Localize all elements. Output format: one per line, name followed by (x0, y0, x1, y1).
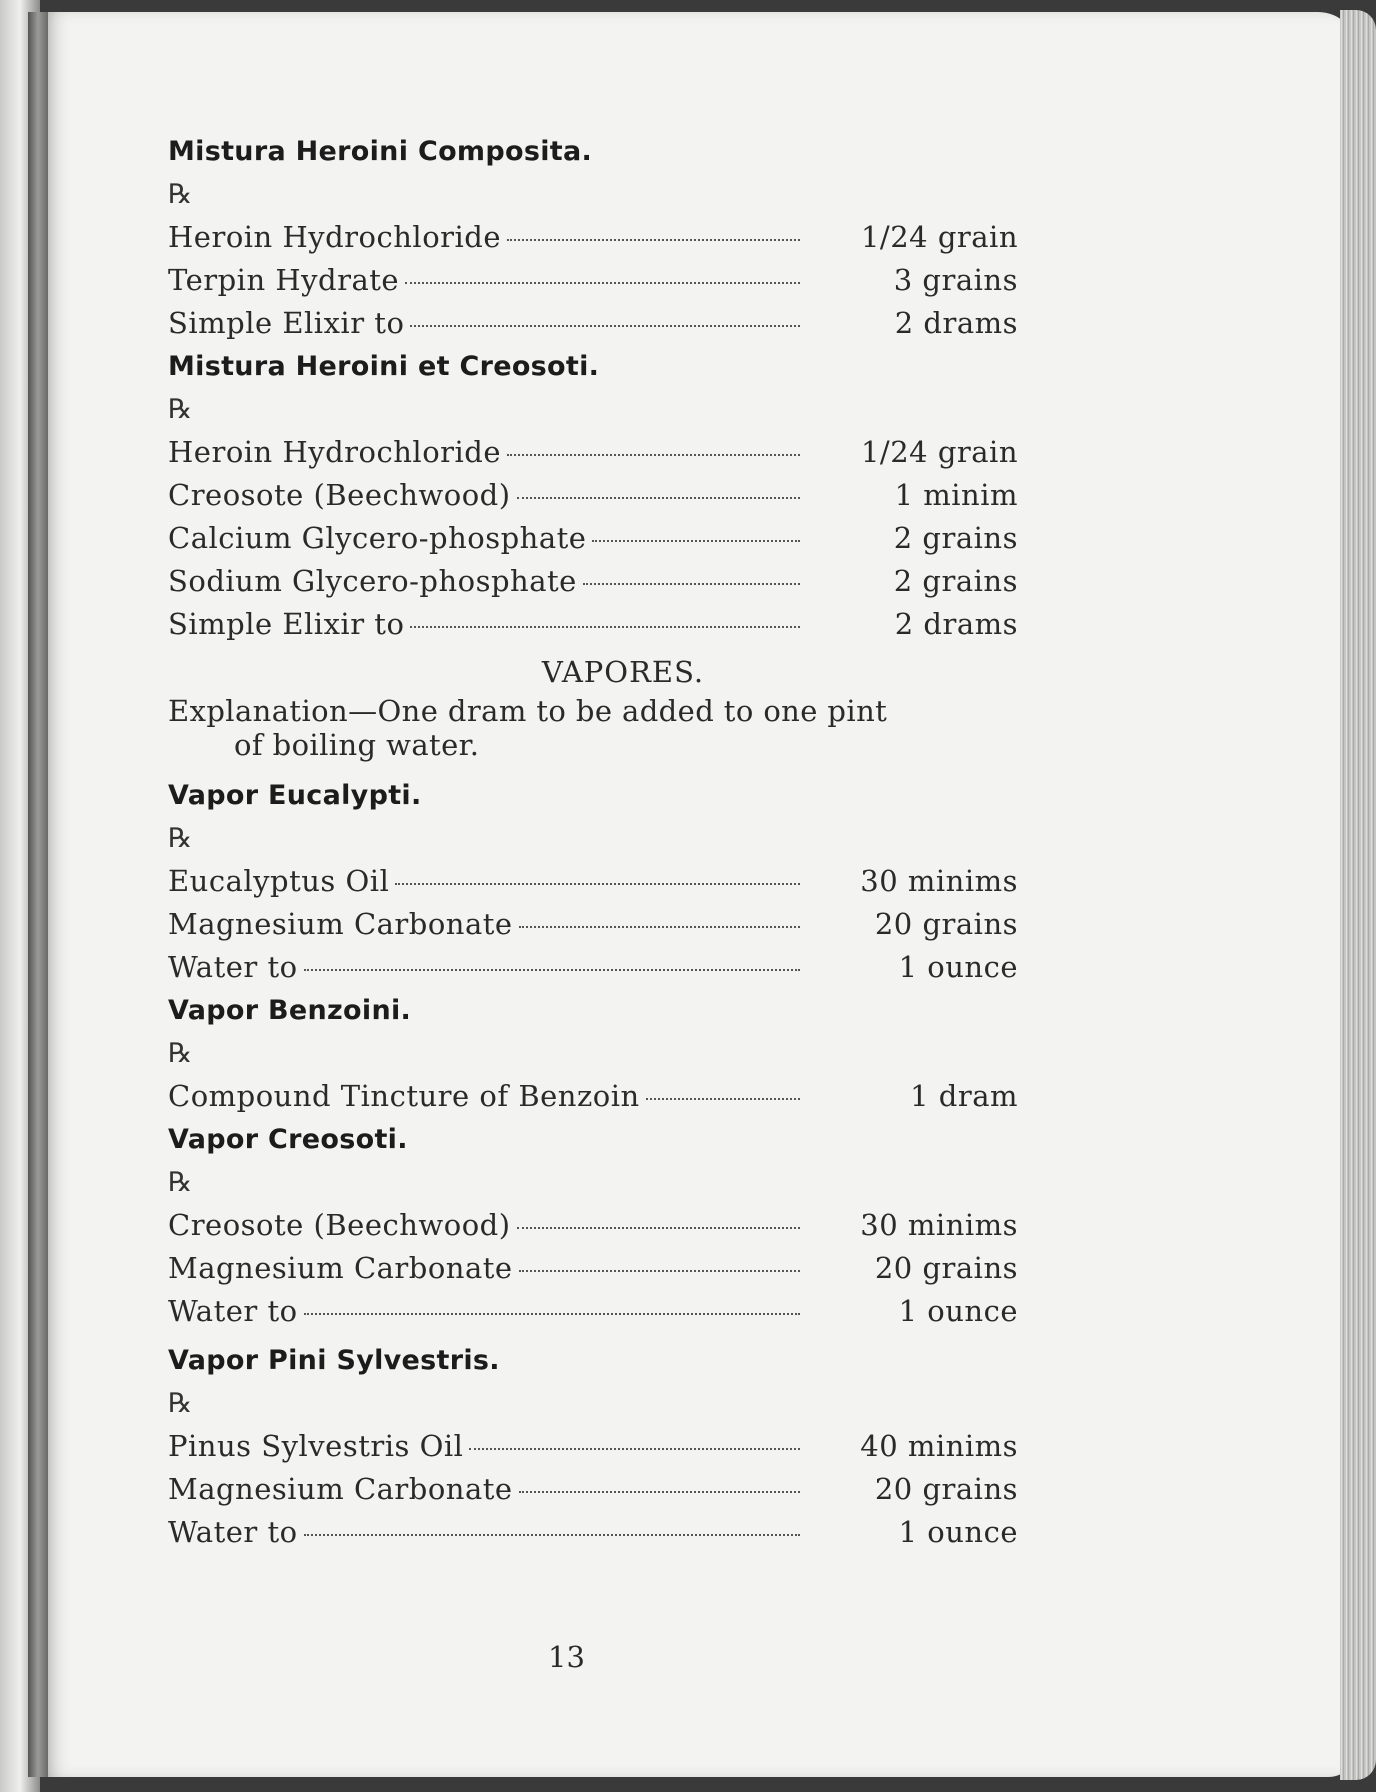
page-edges (1340, 10, 1376, 1780)
explanation-line: of boiling water. (234, 728, 480, 762)
ingredient-name: Water to (168, 1515, 298, 1549)
leader-dots (517, 497, 800, 499)
leader-dots (519, 1270, 800, 1272)
leader-dots (519, 1491, 800, 1493)
leader-dots (517, 1227, 800, 1229)
section-heading-vapor-pini: Vapor Pini Sylvestris. (168, 1345, 500, 1376)
ingredient-line (168, 1425, 1018, 1468)
leader-dots (469, 1448, 800, 1450)
leader-dots (304, 1534, 800, 1536)
ingredient-quantity: 2 grains (893, 564, 1018, 598)
page-content (168, 130, 1018, 1554)
ingredient-line (168, 1290, 1018, 1333)
ingredient-line (168, 603, 1018, 646)
ingredient-name: Simple Elixir to (168, 607, 405, 641)
ingredient-line (168, 860, 1018, 903)
ingredient-quantity: 3 grains (893, 263, 1018, 297)
leader-dots (646, 1098, 800, 1100)
ingredient-quantity: 2 drams (894, 607, 1018, 641)
ingredient-quantity: 20 grains (874, 907, 1018, 941)
ingredient-quantity: 1 ounce (898, 950, 1018, 984)
ingredient-line (168, 216, 1018, 259)
ingredient-line (168, 1204, 1018, 1247)
section-heading-vapor-eucalypti: Vapor Eucalypti. (168, 780, 422, 811)
rx-symbol: ℞ (168, 823, 193, 854)
ingredient-line (168, 302, 1018, 345)
ingredient-name: Magnesium Carbonate (168, 907, 513, 941)
leader-dots (410, 325, 800, 327)
leader-dots (592, 540, 800, 542)
leader-dots (304, 1313, 800, 1315)
ingredient-name: Pinus Sylvestris Oil (168, 1429, 464, 1463)
book-page (40, 12, 1358, 1777)
ingredient-line (168, 1511, 1018, 1554)
ingredient-quantity: 20 grains (874, 1251, 1018, 1285)
ingredient-quantity: 2 drams (894, 306, 1018, 340)
ingredient-line (168, 431, 1018, 474)
section-heading-vapor-creosoti: Vapor Creosoti. (168, 1124, 408, 1155)
rx-symbol: ℞ (168, 1388, 193, 1419)
ingredient-name: Sodium Glycero-phosphate (168, 564, 577, 598)
ingredient-quantity: 1/24 grain (860, 435, 1018, 469)
leader-dots (405, 282, 800, 284)
rx-symbol: ℞ (168, 179, 193, 210)
ingredient-quantity: 1 ounce (898, 1515, 1018, 1549)
ingredient-quantity: 2 grains (893, 521, 1018, 555)
ingredient-name: Water to (168, 1294, 298, 1328)
ingredient-quantity: 1/24 grain (860, 220, 1018, 254)
ingredient-name: Magnesium Carbonate (168, 1251, 513, 1285)
rx-symbol: ℞ (168, 1167, 193, 1198)
section-heading-vapor-benzoini: Vapor Benzoini. (168, 995, 412, 1026)
ingredient-name: Heroin Hydrochloride (168, 435, 502, 469)
ingredient-line (168, 903, 1018, 946)
leader-dots (583, 583, 800, 585)
ingredient-line (168, 1247, 1018, 1290)
ingredient-name: Eucalyptus Oil (168, 864, 390, 898)
explanation-line: Explanation—One dram to be added to one pint (168, 694, 888, 728)
ingredient-quantity: 20 grains (874, 1472, 1018, 1506)
ingredient-quantity: 30 minims (860, 1208, 1018, 1242)
ingredient-name: Water to (168, 950, 298, 984)
ingredient-line (168, 560, 1018, 603)
ingredient-line (168, 474, 1018, 517)
leader-dots (507, 454, 800, 456)
ingredient-line (168, 517, 1018, 560)
ingredient-name: Calcium Glycero-phosphate (168, 521, 587, 555)
ingredient-name: Simple Elixir to (168, 306, 405, 340)
ingredient-name: Magnesium Carbonate (168, 1472, 513, 1506)
section-heading-mistura-composita: Mistura Heroini Composita. (168, 136, 593, 167)
ingredient-quantity: 1 ounce (898, 1294, 1018, 1328)
ingredient-line (168, 1075, 1018, 1118)
rx-symbol: ℞ (168, 394, 193, 425)
ingredient-name: Creosote (Beechwood) (168, 1208, 511, 1242)
book-spine (28, 12, 48, 1777)
ingredient-quantity: 1 dram (910, 1079, 1018, 1113)
page-number: 13 (548, 1640, 585, 1674)
leader-dots (410, 626, 800, 628)
ingredient-quantity: 1 minim (894, 478, 1018, 512)
leader-dots (507, 239, 800, 241)
ingredient-line (168, 259, 1018, 302)
leader-dots (304, 969, 800, 971)
ingredient-name: Terpin Hydrate (168, 263, 400, 297)
leader-dots (395, 883, 800, 885)
section-title-vapores: VAPORES. (541, 655, 705, 689)
ingredient-line (168, 946, 1018, 989)
ingredient-quantity: 30 minims (860, 864, 1018, 898)
explanation-text (168, 694, 1018, 762)
ingredient-name: Creosote (Beechwood) (168, 478, 511, 512)
rx-symbol: ℞ (168, 1038, 193, 1069)
ingredient-name: Compound Tincture of Benzoin (168, 1079, 640, 1113)
ingredient-name: Heroin Hydrochloride (168, 220, 502, 254)
section-heading-mistura-creosoti: Mistura Heroini et Creosoti. (168, 351, 600, 382)
ingredient-quantity: 40 minims (860, 1429, 1018, 1463)
ingredient-line (168, 1468, 1018, 1511)
leader-dots (519, 926, 800, 928)
